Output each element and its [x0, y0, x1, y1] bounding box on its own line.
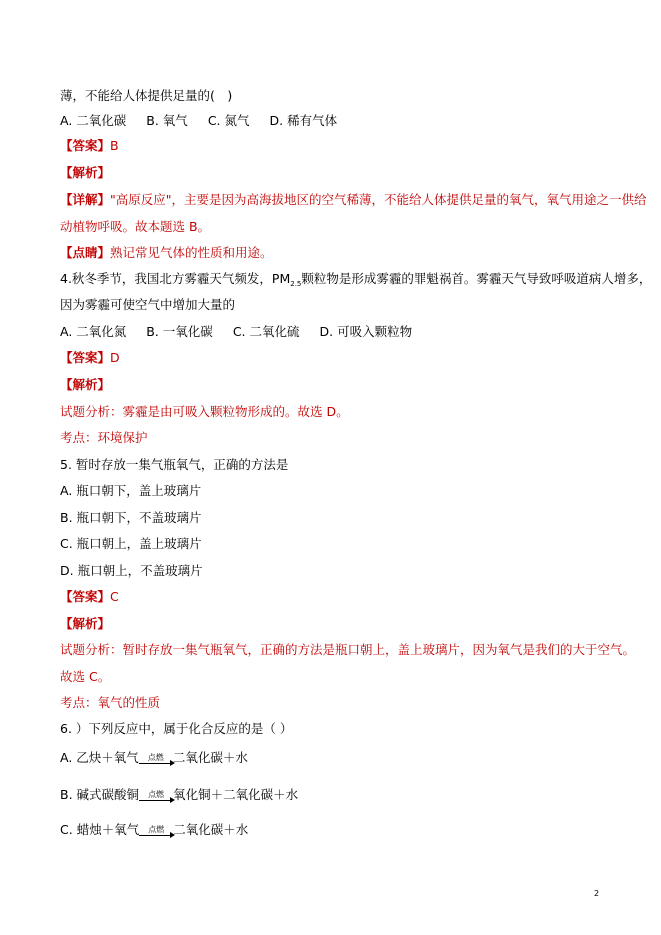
answer-value: C: [110, 589, 119, 604]
question-5-option-c: C. 瓶口朝上，盖上玻璃片: [60, 536, 202, 551]
products: 氧化铜＋二氧化碳＋水: [173, 787, 299, 802]
option-d: D. 稀有气体: [269, 113, 338, 128]
arrow-icon: [139, 800, 173, 801]
question-2-answer: [60, 138, 119, 154]
question-6-stem: 6. ）下列反应中，属于化合反应的是（ ）: [60, 721, 293, 736]
question-2-detail: [60, 192, 647, 208]
option-b: B. 一氧化碳: [146, 324, 213, 339]
question-4-point: 考点：环境保护: [60, 430, 148, 445]
question-2-options: [60, 113, 357, 129]
question-4-analysis-tag: 【解析】: [60, 377, 111, 392]
comment-tag: 【点睛】: [60, 245, 111, 260]
answer-tag: 【答案】: [60, 350, 111, 365]
question-2-comment: [60, 245, 273, 261]
reaction-arrow: [139, 826, 173, 836]
condition: 点燃: [147, 752, 164, 762]
reactants: 碱式碳酸铜: [76, 787, 140, 802]
question-6-option-b: [60, 787, 298, 803]
q4-text-b: 颗粒物是形成雾霾的罪魁祸首。雾霾天气导致呼吸道病人增多，: [301, 271, 652, 286]
page-number: 2: [594, 889, 600, 898]
option-d: D. 可吸入颗粒物: [319, 324, 413, 339]
condition: 点燃: [148, 824, 165, 834]
question-4-options: [60, 324, 432, 340]
question-5-point: 考点：氧气的性质: [60, 695, 161, 710]
pm-subscript: 2.5: [290, 280, 302, 288]
question-5-option-a: A. 瓶口朝下，盖上玻璃片: [60, 483, 202, 498]
question-5-answer: [60, 589, 119, 605]
option-label: B.: [60, 787, 73, 802]
question-4-answer: [60, 350, 120, 366]
reaction-arrow: [139, 754, 173, 764]
answer-tag: 【答案】: [60, 138, 111, 153]
question-4-stem-1: [60, 271, 651, 292]
option-c: C. 氮气: [207, 113, 250, 128]
question-5-option-b: B. 瓶口朝下，不盖玻璃片: [60, 510, 202, 525]
answer-value: B: [110, 138, 119, 153]
products: 二氧化碳＋水: [173, 822, 249, 837]
question-4-stem-2: 因为雾霾可使空气中增加大量的: [60, 297, 236, 312]
option-label: A.: [60, 750, 73, 765]
products: 二氧化碳＋水: [172, 750, 248, 765]
question-5-analysis-2: 故选 C。: [60, 669, 111, 684]
question-6-option-c: [60, 822, 248, 838]
option-c: C. 二氧化硫: [232, 324, 300, 339]
reactants: 乙炔＋氧气: [76, 750, 139, 765]
option-a: A. 二氧化氮: [60, 324, 127, 339]
option-label: C.: [60, 822, 73, 837]
arrow-icon: [139, 763, 173, 764]
option-a: A. 二氧化碳: [60, 113, 127, 128]
question-2-analysis-tag: 【解析】: [60, 165, 111, 180]
question-6-option-a: [60, 750, 248, 766]
reaction-arrow: [139, 791, 173, 801]
comment-text: 熟记常见气体的性质和用途。: [110, 245, 273, 260]
question-2-tail: 薄，不能给人体提供足量的( ): [60, 88, 233, 103]
question-5-analysis-1: 试题分析：暂时存放一集气瓶氧气，正确的方法是瓶口朝上，盖上玻璃片，因为氧气是我们的大于空气。: [60, 642, 636, 657]
answer-tag: 【答案】: [60, 589, 111, 604]
reactants: 蜡烛＋氧气: [76, 822, 140, 837]
question-4-analysis: 试题分析：雾霾是由可吸入颗粒物形成的。故选 D。: [60, 404, 349, 419]
question-2-detail-2: 动植物呼吸。故本题选 B。: [60, 219, 211, 234]
question-5-stem: 5. 暂时存放一集气瓶氧气，正确的方法是: [60, 457, 289, 472]
detail-text-1: "高原反应"，主要是因为高海拔地区的空气稀薄，不能给人体提供足量的氧气，氧气用途之一供给: [110, 192, 647, 207]
q4-text-a: 4.秋冬季节，我国北方雾霾天气频发，PM: [60, 271, 291, 286]
arrow-icon: [139, 835, 173, 836]
detail-tag: 【详解】: [60, 192, 111, 207]
question-5-option-d: D. 瓶口朝上，不盖玻璃片: [60, 563, 203, 578]
question-5-analysis-tag: 【解析】: [60, 616, 111, 631]
option-b: B. 氧气: [146, 113, 188, 128]
condition: 点燃: [148, 789, 165, 799]
answer-value: D: [110, 350, 120, 365]
